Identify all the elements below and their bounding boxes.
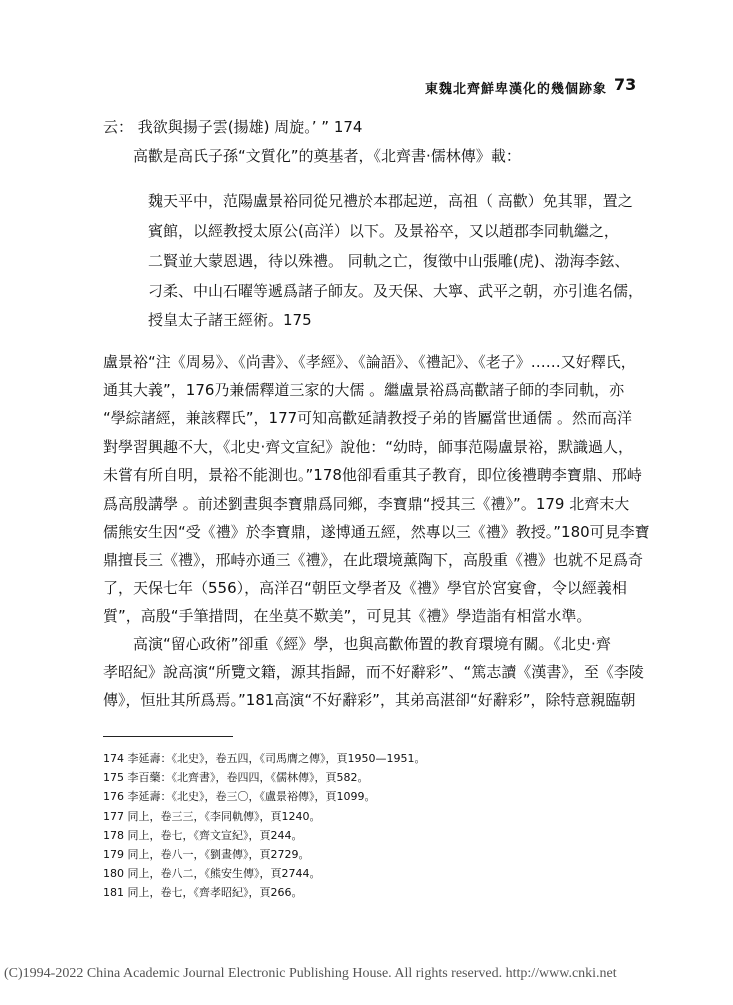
body-line: 未嘗有所自明，景裕不能測也。”178他卻看重其子教育，即位後禮聘李寶鼎、邢峙 [103, 466, 642, 484]
footnote: 181 同上，卷七，《齊孝昭紀》，頁266。 [103, 886, 303, 899]
body-line: 孝昭紀》說高演“所覽文籍，源其指歸，而不好辭彩”、“篤志讀《漢書》，至《李陵 [103, 663, 644, 681]
body-line: 高歡是高氏子孫“文質化”的奠基者，《北齊書·儒林傳》載： [133, 147, 521, 165]
copyright-footer: (C)1994-2022 China Academic Journal Electronic Publishing House. All rights reserved. http://www.cnki.net [4, 966, 617, 981]
body-line: 爲高殷講學 。前述劉晝與李寶鼎爲同鄉，李寶鼎“授其三《禮》”。179 北齊末大 [103, 495, 630, 513]
body-line: “學綜諸經，兼該釋氏”，177可知高歡延請教授子弟的皆屬當世通儒 。然而高洋 [103, 409, 632, 427]
page-number: 73 [614, 75, 637, 94]
quote-line: 賓館，以經教授太原公(高洋）以下。及景裕卒，又以趙郡李同軌繼之， [148, 222, 619, 240]
footnote: 174 李延壽：《北史》，卷五四，《司馬膺之傳》，頁1950—1951。 [103, 752, 426, 765]
body-line: 儒熊安生因“受《禮》於李寶鼎，遂博通五經，然專以三《禮》教授。”180可見李寶 [103, 523, 650, 541]
footnote: 176 李延壽：《北史》，卷三〇，《盧景裕傳》，頁1099。 [103, 790, 376, 803]
footnote: 175 李百藥：《北齊書》，卷四四，《儒林傳》，頁582。 [103, 771, 369, 784]
running-head: 東魏北齊鮮卑漢化的幾個跡象 [425, 82, 608, 97]
footnote: 178 同上，卷七，《齊文宣紀》，頁244。 [103, 829, 303, 842]
body-line: 高演“留心政術”卻重《經》學，也與高歡佈置的教育環境有關。《北史·齊 [133, 635, 611, 653]
footnote-divider [103, 736, 233, 737]
body-line: 質”，高殷“手筆措問，在坐莫不歎美”，可見其《禮》學造詣有相當水準。 [103, 607, 592, 625]
quote-line: 刁柔、中山石曜等遞爲諸子師友。及天保、大寧、武平之朝，亦引進名儒， [148, 282, 644, 300]
body-line: 對學習興趣不大，《北史·齊文宣紀》說他：“幼時，師事范陽盧景裕，默識過人， [103, 438, 634, 456]
body-line: 盧景裕“注《周易》、《尚書》、《孝經》、《論語》、《禮記》、《老子》……又好釋氏， [103, 353, 636, 371]
body-line: 鼎擅長三《禮》，邢峙亦通三《禮》，在此環境薰陶下，高殷重《禮》也就不足爲奇 [103, 551, 644, 569]
quote-line: 二賢並大蒙恩遇，待以殊禮。 同軌之亡，復徵中山張雕(虎)、渤海李鉉、 [148, 252, 630, 270]
quote-line: 授皇太子諸王經術。175 [148, 311, 312, 329]
footnote: 177 同上，卷三三，《李同軌傳》，頁1240。 [103, 810, 321, 823]
body-line: 了，天保七年（556），高洋召“朝臣文學者及《禮》學官於宮宴會，令以經義相 [103, 579, 627, 597]
footnote: 180 同上，卷八二，《熊安生傳》，頁2744。 [103, 867, 321, 880]
body-line: 云： 我欲與揚子雲(揚雄) 周旋。’ ” 174 [103, 118, 363, 136]
quote-line: 魏天平中，范陽盧景裕同從兄禮於本郡起逆，高祖（ 高歡）免其罪，置之 [148, 192, 633, 210]
body-line: 傳》，恒壯其所爲焉。”181高演“不好辭彩”，其弟高湛卻“好辭彩”，除特意親臨朝 [103, 691, 636, 709]
body-line: 通其大義”，176乃兼儒釋道三家的大儒 。繼盧景裕爲高歡諸子師的李同軌，亦 [103, 381, 625, 399]
footnote: 179 同上，卷八一，《劉晝傳》，頁2729。 [103, 848, 310, 861]
